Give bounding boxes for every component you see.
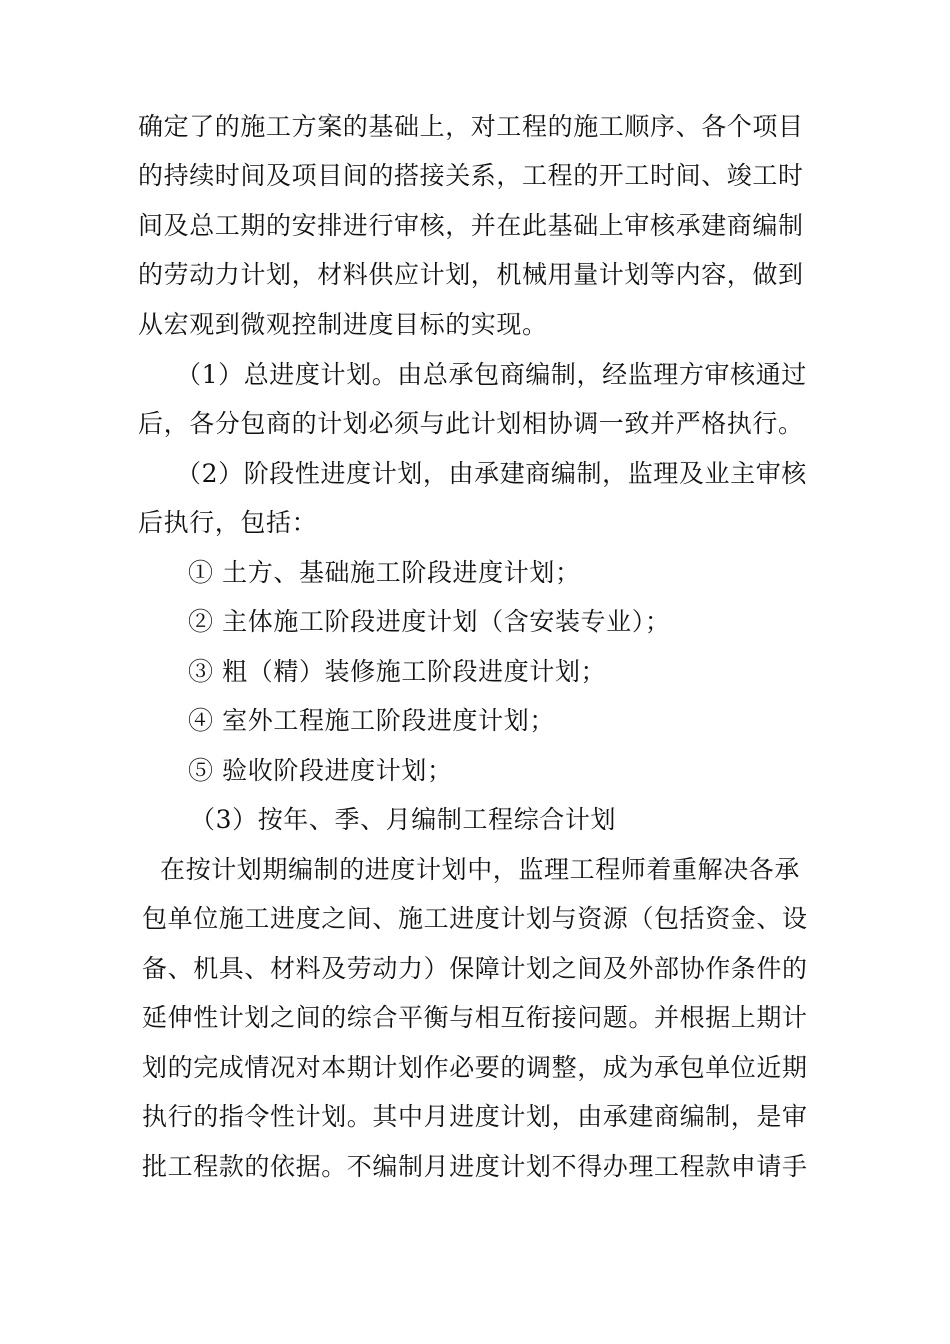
list-item: ② 主体施工阶段进度计划（含安装专业）； — [188, 607, 671, 636]
text-line: 后，各分包商的计划必须与此计划相协调一致并严格执行。 — [138, 409, 804, 438]
text-line: （3）按年、季、月编制工程综合计划 — [190, 805, 617, 834]
list-item: ① 土方、基础施工阶段进度计划； — [188, 558, 581, 587]
text-line: 包单位施工进度之间、施工进度计划与资源（包括资金、设 — [142, 904, 808, 933]
text-line: 执行的指令性计划。其中月进度计划，由承建商编制，是审 — [142, 1102, 808, 1131]
text-line: 的持续时间及项目间的搭接关系，工程的开工时间、竣工时 — [138, 161, 804, 190]
text-line: （1）总进度计划。由总承包商编制，经监理方审核通过 — [176, 360, 807, 389]
list-item: ④ 室外工程施工阶段进度计划； — [188, 706, 555, 735]
text-line: 后执行，包括： — [138, 508, 318, 537]
text-line: 划的完成情况对本期计划作必要的调整，成为承包单位近期 — [142, 1053, 808, 1082]
text-line: 批工程款的依据。不编制月进度计划不得办理工程款申请手 — [142, 1152, 808, 1181]
text-line: 从宏观到微观控制进度目标的实现。 — [138, 310, 548, 339]
text-line: （2）阶段性进度计划，由承建商编制，监理及业主审核 — [176, 459, 807, 488]
text-line: 间及总工期的安排进行审核，并在此基础上审核承建商编制 — [138, 211, 804, 240]
text-line: 在按计划期编制的进度计划中，监理工程师着重解决各承 — [160, 855, 801, 884]
text-line: 延伸性计划之间的综合平衡与相互衔接问题。并根据上期计 — [142, 1003, 808, 1032]
list-item: ③ 粗（精）装修施工阶段进度计划； — [188, 657, 607, 686]
list-item: ⑤ 验收阶段进度计划； — [188, 756, 453, 785]
text-line: 备、机具、材料及劳动力）保障计划之间及外部协作条件的 — [142, 954, 808, 983]
text-line: 的劳动力计划，材料供应计划，机械用量计划等内容，做到 — [138, 260, 804, 289]
text-line: 确定了的施工方案的基础上，对工程的施工顺序、各个项目 — [138, 112, 804, 141]
